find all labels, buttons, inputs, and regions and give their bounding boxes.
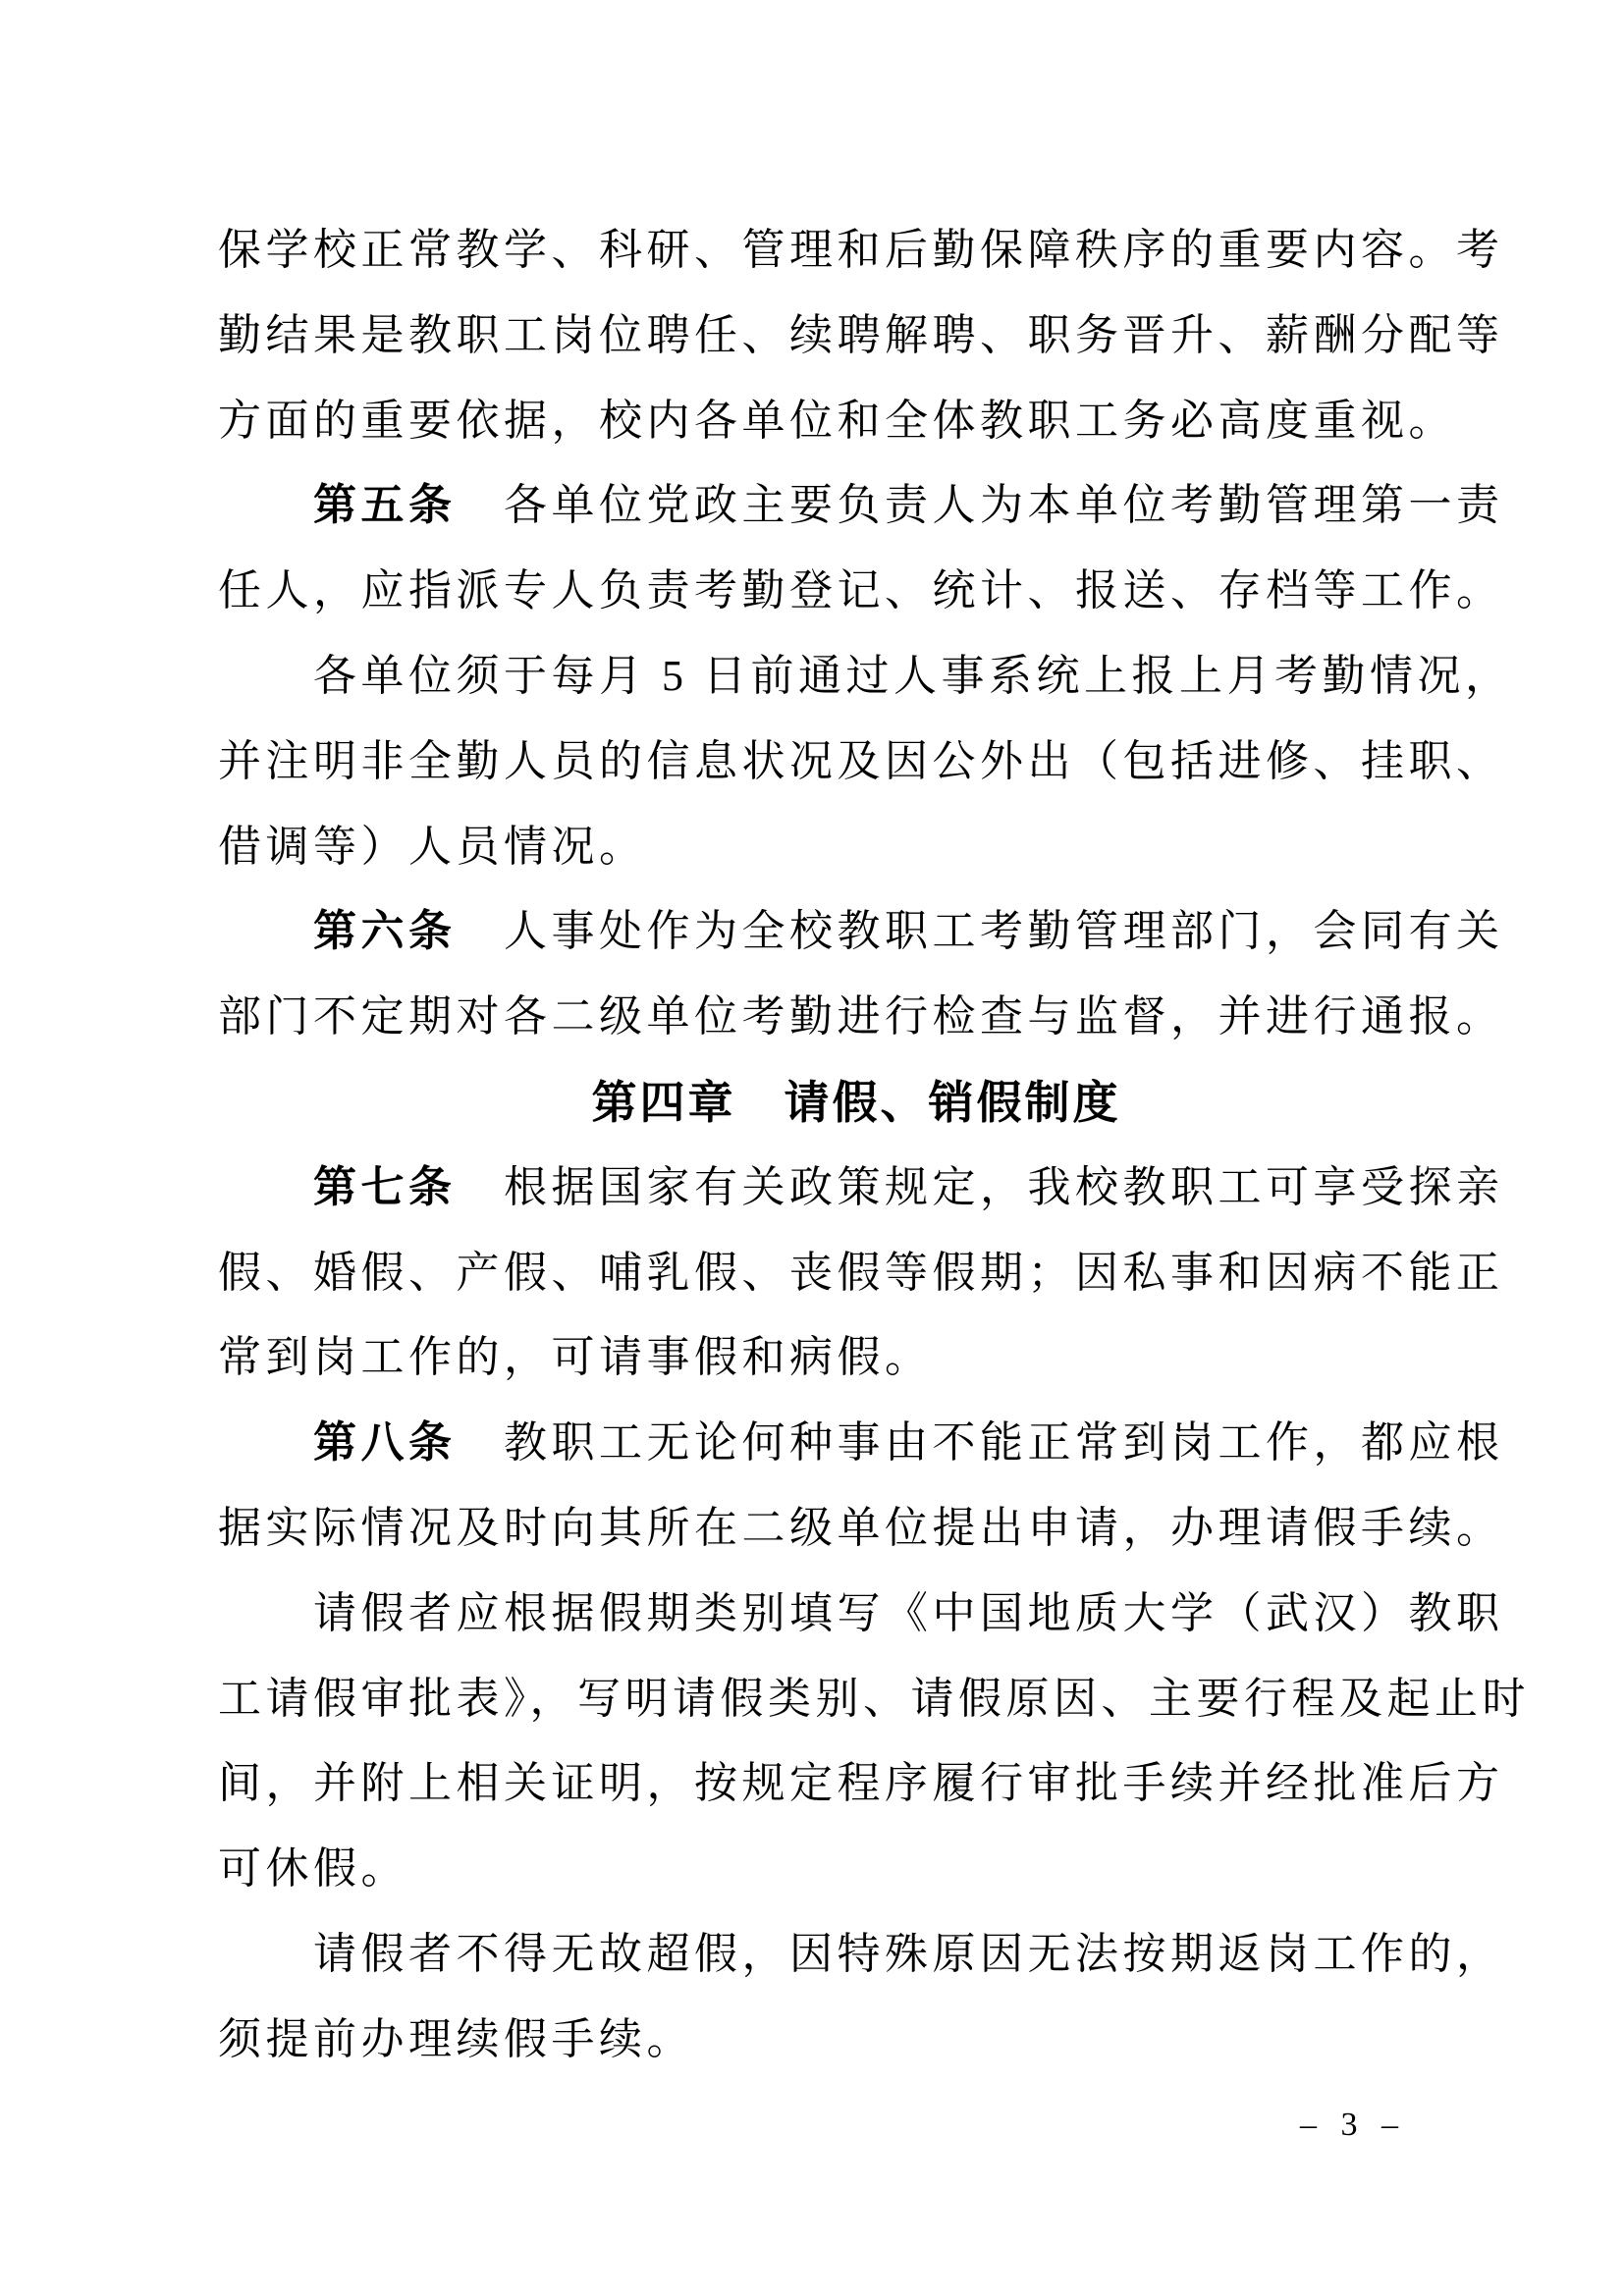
text-run: 间，并附上相关证明，按规定程序履行审批手续并经批准后方 bbox=[218, 1759, 1504, 1808]
text-run: 可休假。 bbox=[218, 1844, 408, 1894]
text-line bbox=[218, 1998, 1494, 2083]
text-line bbox=[218, 1572, 1504, 1657]
text-line bbox=[218, 208, 1504, 294]
text-line bbox=[218, 1912, 1504, 1998]
text-run: 人事处作为全校教职工考勤管理部门，会同有关 bbox=[456, 907, 1504, 956]
document-body bbox=[218, 208, 1530, 2083]
page-number: – 3 – bbox=[1300, 2107, 1406, 2143]
text-line bbox=[218, 889, 1504, 975]
text-run: 请假者不得无故超假，因特殊原因无法按期返岗工作的， bbox=[313, 1929, 1504, 1978]
bold-text-run: 第四章 请假、销假制度 bbox=[591, 1076, 1121, 1128]
text-run: 借调等）人员情况。 bbox=[218, 822, 647, 871]
text-line bbox=[218, 805, 1494, 890]
text-line bbox=[218, 1315, 1494, 1401]
text-line bbox=[218, 379, 1494, 464]
text-run: 假、婚假、产假、哺乳假、丧假等假期；因私事和因病不能正 bbox=[218, 1248, 1504, 1297]
text-run: 教职工无论何种事由不能正常到岗工作，都应根 bbox=[456, 1418, 1504, 1468]
text-line bbox=[218, 975, 1504, 1060]
text-run: 方面的重要依据，校内各单位和全体教职工务必高度重视。 bbox=[218, 396, 1456, 445]
text-line bbox=[218, 1827, 1494, 1912]
bold-text-run: 第八条 bbox=[313, 1418, 457, 1468]
text-run: 部门不定期对各二级单位考勤进行检查与监督，并进行通报。 bbox=[218, 992, 1504, 1041]
text-run: 工请假审批表》，写明请假类别、请假原因、主要行程及起止时 bbox=[218, 1674, 1530, 1723]
text-run: 各单位须于每月 5 日前通过人事系统上报上月考勤情况， bbox=[313, 651, 1513, 700]
bold-text-run: 第五条 bbox=[313, 481, 457, 530]
text-line bbox=[218, 720, 1504, 805]
text-run: 并注明非全勤人员的信息状况及因公外出（包括进修、挂职、 bbox=[218, 736, 1504, 785]
text-run: 常到岗工作的，可请事假和病假。 bbox=[218, 1333, 933, 1382]
text-line bbox=[218, 1741, 1504, 1827]
chapter-heading bbox=[218, 1060, 1494, 1146]
text-line bbox=[218, 1146, 1504, 1231]
text-run: 请假者应根据假期类别填写《中国地质大学（武汉）教职 bbox=[313, 1588, 1504, 1637]
text-line bbox=[218, 549, 1504, 634]
text-line bbox=[218, 463, 1504, 549]
text-line bbox=[218, 1657, 1530, 1742]
text-run: 须提前办理续假手续。 bbox=[218, 2014, 694, 2063]
bold-text-run: 第七条 bbox=[313, 1162, 457, 1211]
bold-text-run: 第六条 bbox=[313, 907, 457, 956]
text-run: 保学校正常教学、科研、管理和后勤保障秩序的重要内容。考 bbox=[218, 226, 1504, 274]
text-run: 各单位党政主要负责人为本单位考勤管理第一责 bbox=[456, 481, 1504, 530]
text-run: 据实际情况及时向其所在二级单位提出申请，办理请假手续。 bbox=[218, 1503, 1504, 1552]
text-run: 任人，应指派专人负责考勤登记、统计、报送、存档等工作。 bbox=[218, 566, 1504, 615]
text-line bbox=[218, 1486, 1504, 1572]
text-line bbox=[218, 1401, 1504, 1486]
text-run: 勤结果是教职工岗位聘任、续聘解聘、职务晋升、薪酬分配等 bbox=[218, 310, 1504, 359]
text-line bbox=[218, 294, 1504, 379]
text-run: 根据国家有关政策规定，我校教职工可享受探亲 bbox=[456, 1162, 1504, 1211]
text-line bbox=[218, 1231, 1504, 1316]
text-line bbox=[218, 634, 1513, 720]
